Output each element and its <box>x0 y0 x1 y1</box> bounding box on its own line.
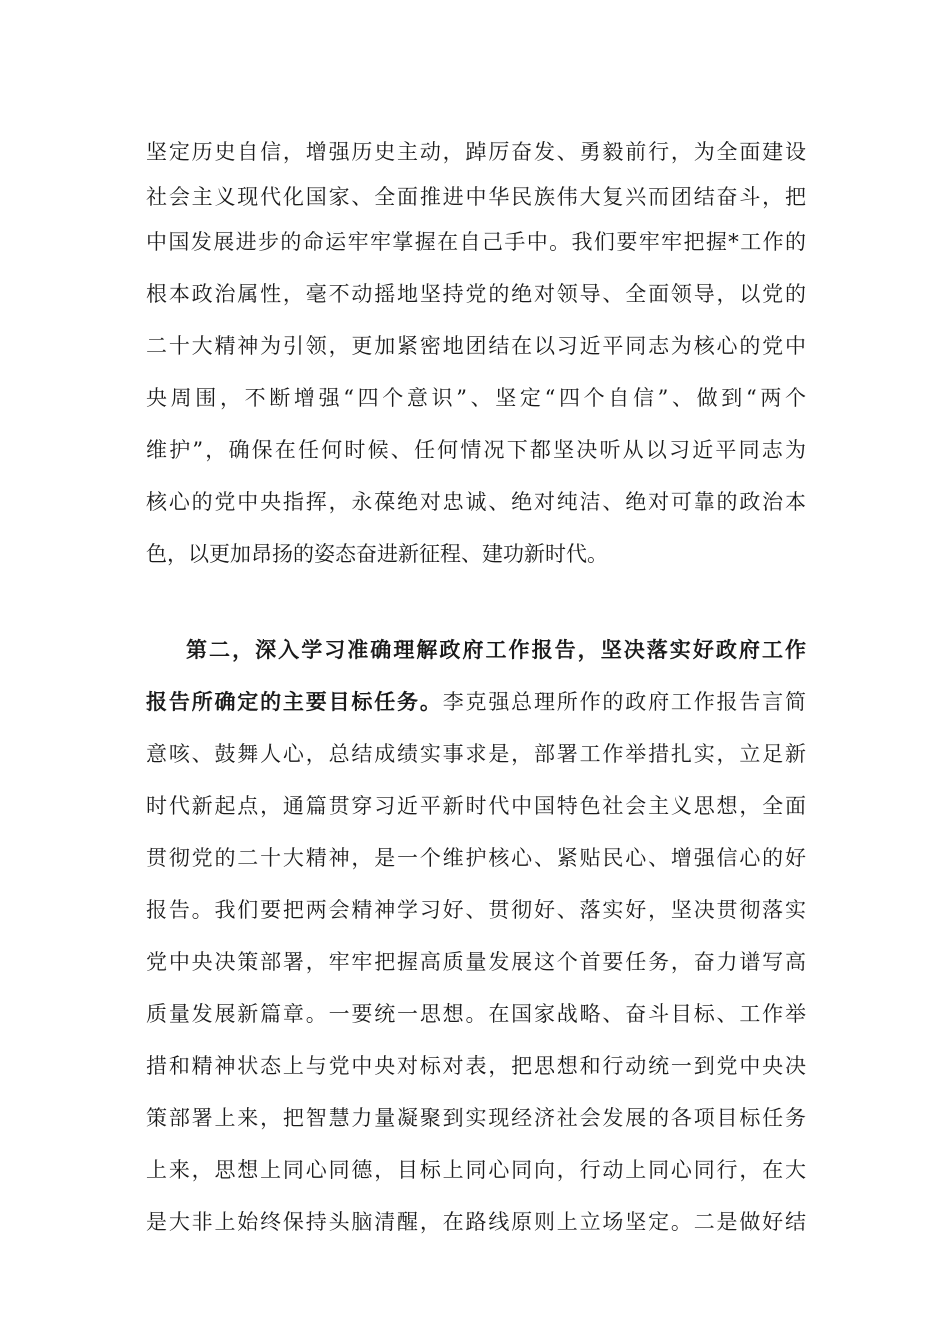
paragraph-2-line: 上来，思想上同心同德，目标上同心同向，行动上同心同行，在大 <box>146 1158 806 1182</box>
paragraph-2-line: 党中央决策部署，牢牢把握高质量发展这个首要任务，奋力谱写高 <box>146 950 806 974</box>
paragraph-2-line: 报告。我们要把两会精神学习好、贯彻好、落实好，坚决贯彻落实 <box>146 898 806 922</box>
paragraph-2-heading-line-2 <box>146 686 806 726</box>
paragraph-2-line: 措和精神状态上与党中央对标对表，把思想和行动统一到党中央决 <box>146 1054 806 1078</box>
paragraph-1-line: 央周围，不断增强“四个意识”、坚定“四个自信”、做到“两个 <box>146 386 806 410</box>
paragraph-1-line: 坚定历史自信，增强历史主动，踔厉奋发、勇毅前行，为全面建设 <box>146 140 806 164</box>
paragraph-1-line: 二十大精神为引领，更加紧密地团结在以习近平同志为核心的党中 <box>146 334 806 358</box>
paragraph-2-line: 意咳、鼓舞人心，总结成绩实事求是，部署工作举措扎实，立足新 <box>146 742 806 766</box>
paragraph-1-line: 维护”，确保在任何时候、任何情况下都坚决听从以习近平同志为 <box>146 438 806 462</box>
paragraph-2-line: 是大非上始终保持头脑清醒，在路线原则上立场坚定。二是做好结 <box>146 1210 806 1234</box>
paragraph-2-heading-line-1: 第二，深入学习准确理解政府工作报告，坚决落实好政府工作 <box>186 637 806 662</box>
paragraph-2-line: 质量发展新篇章。一要统一思想。在国家战略、奋斗目标、工作举 <box>146 1002 806 1026</box>
paragraph-1-line: 社会主义现代化国家、全面推进中华民族伟大复兴而团结奋斗，把 <box>146 185 806 209</box>
paragraph-1-line: 中国发展进步的命运牢牢掌握在自己手中。我们要牢牢把握*工作的 <box>146 230 806 254</box>
paragraph-1-line: 根本政治属性，毫不动摇地坚持党的绝对领导、全面领导，以党的 <box>146 282 806 306</box>
paragraph-2-line-text: 李克强总理所作的政府工作报告言简 <box>442 690 807 714</box>
paragraph-2-line: 贯彻党的二十大精神，是一个维护核心、紧贴民心、增强信心的好 <box>146 846 806 870</box>
paragraph-1-line: 色，以更加昂扬的姿态奋进新征程、建功新时代。 <box>146 542 608 566</box>
paragraph-2-heading-bold: 报告所确定的主要目标任务。 <box>146 689 443 714</box>
paragraph-1-line: 核心的党中央指挥，永葆绝对忠诚、绝对纯洁、绝对可靠的政治本 <box>146 490 806 514</box>
paragraph-2-line: 时代新起点，通篇贯穿习近平新时代中国特色社会主义思想，全面 <box>146 794 806 818</box>
paragraph-2-line: 策部署上来，把智慧力量凝聚到实现经济社会发展的各项目标任务 <box>146 1106 806 1130</box>
